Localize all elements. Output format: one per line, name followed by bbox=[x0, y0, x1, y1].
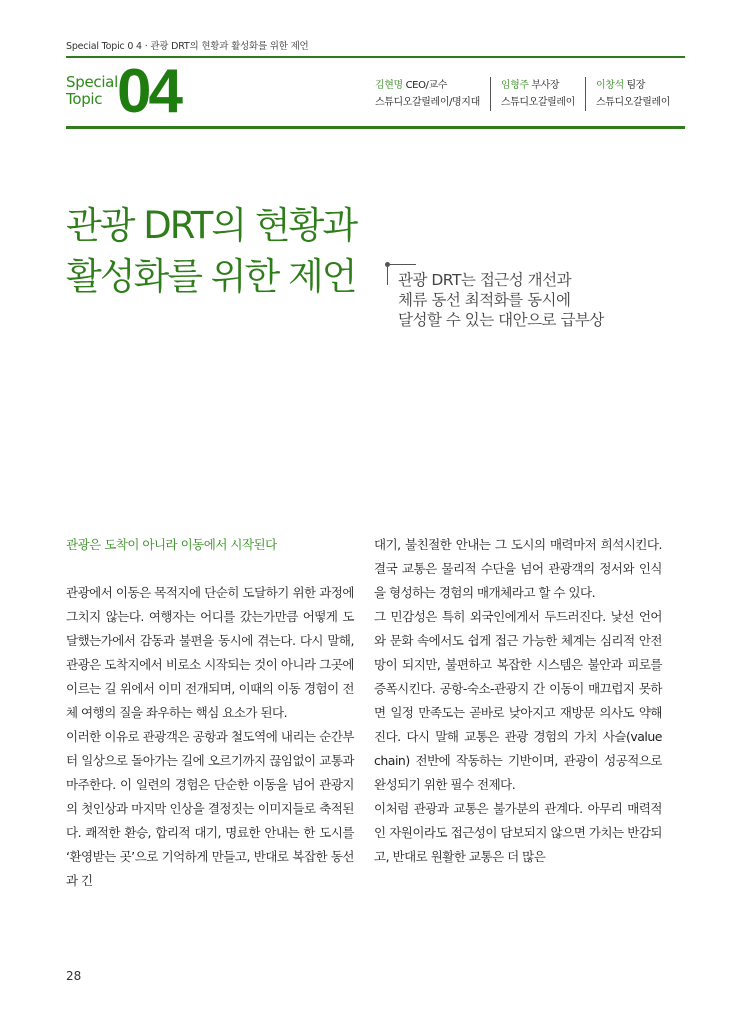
title-line1: 관광 DRT의 현황과 bbox=[66, 204, 357, 247]
body-column-left bbox=[66, 533, 354, 893]
author-1 bbox=[375, 77, 490, 111]
author-name: 이창석 bbox=[595, 80, 624, 91]
author-list bbox=[375, 77, 680, 111]
body-paragraph: 대기, 불친절한 안내는 그 도시의 매력마저 희석시킨다. 결국 교통은 물리적 수단을 넘어 관광객의 정서와 인식을 형성하는 경험의 매개체라고 할 수 있다. bbox=[374, 537, 662, 600]
author-org: 스튜디오갈릴레이 bbox=[595, 97, 671, 108]
header-bottom-rule bbox=[66, 126, 685, 129]
body-paragraph: 그 민감성은 특히 외국인에게서 두드러진다. 낯선 언어와 문화 속에서도 쉽게 접근 가능한 체계는 심리적 안전망이 되지만, 불편하고 복잡한 시스템은 불안과 피로를 증폭시킨다. 공항-숙소-관광지 간 이동이 매끄럽지 못하면 일정 만족도는 곧바로 낮아지고 재방문 의사도 약해진다. 다시 말해 교통은 관광 경험의 가치 사슬(value chain) 전반에 작동하는 기반이며, 관광이 성공적으로 완성되기 위한 필수 전제다. bbox=[374, 609, 662, 792]
body-paragraph: 이처럼 관광과 교통은 불가분의 관계다. 아무리 매력적인 자원이라도 접근성이 담보되지 않으면 가치는 반감되고, 반대로 원활한 교통은 더 많은 bbox=[374, 801, 662, 864]
special-label-line2: Topic bbox=[66, 90, 103, 108]
body-paragraph: 이러한 이유로 관광객은 공항과 철도역에 내리는 순간부터 일상으로 돌아가는 길에 오르기까지 끊임없이 교통과 마주한다. 이 일련의 경험은 단순한 이동을 넘어 관광지의 첫인상과 마지막 인상을 결정짓는 이미지들로 축적된다. 쾌적한 환승, 합리적 대기, 명료한 안내는 한 도시를 ‘환영받는 곳’으로 기억하게 만들고, 반대로 복잡한 동선과 긴 bbox=[66, 729, 354, 888]
subtitle-line2: 체류 동선 최적화를 동시에 bbox=[398, 291, 571, 309]
bracket-dot-icon bbox=[385, 262, 390, 267]
author-org: 스튜디오갈릴레이 bbox=[500, 97, 575, 108]
topic-number: 04 bbox=[117, 57, 180, 126]
author-3 bbox=[585, 77, 680, 111]
special-label-line1: Special bbox=[66, 73, 118, 91]
title-line2: 활성화를 위한 제언 bbox=[66, 255, 356, 298]
running-head: Special Topic 0 4 · 관광 DRT의 현황과 활성화를 위한 제언 bbox=[66, 41, 309, 52]
subtitle-line1: 관광 DRT는 접근성 개선과 bbox=[398, 271, 572, 289]
author-role: 부사장 bbox=[531, 80, 560, 91]
author-role: CEO/교수 bbox=[405, 80, 448, 91]
body-column-right bbox=[374, 533, 662, 869]
section-heading: 관광은 도착이 아니라 이동에서 시작된다 bbox=[66, 537, 277, 552]
author-name: 김현명 bbox=[375, 80, 403, 91]
subtitle bbox=[398, 270, 658, 330]
special-topic-label bbox=[66, 74, 118, 108]
author-2 bbox=[490, 77, 585, 111]
article-title bbox=[66, 200, 356, 302]
page-number: 28 bbox=[66, 969, 82, 983]
author-name: 임형주 bbox=[500, 80, 529, 91]
author-org: 스튜디오갈릴레이/명지대 bbox=[375, 97, 480, 108]
author-role: 팀장 bbox=[626, 80, 646, 91]
subtitle-line3: 달성할 수 있는 대안으로 급부상 bbox=[398, 311, 604, 329]
body-paragraph: 관광에서 이동은 목적지에 단순히 도달하기 위한 과정에 그치지 않는다. 여행자는 어디를 갔는가만큼 어떻게 도달했는가에서 감동과 불편을 동시에 겪는다. 다시 말해, 관광은 도착지에서 비로소 시작되는 것이 아니라 그곳에 이르는 길 위에서 이미 전개되며, 이때의 이동 경험이 전체 여행의 질을 좌우하는 핵심 요소가 된다. bbox=[66, 585, 354, 720]
